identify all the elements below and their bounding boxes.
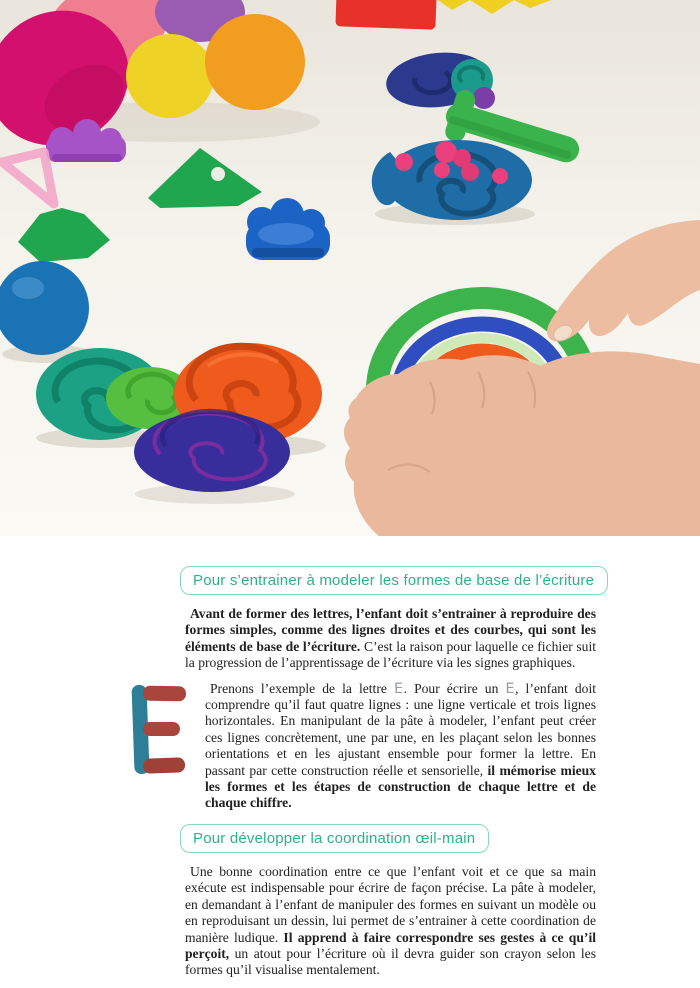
section-heading-coordination — [180, 824, 489, 853]
lower-hand-forearm — [344, 351, 700, 536]
letter-e-block — [205, 681, 596, 812]
text-content — [0, 536, 700, 979]
playdough-red-block — [335, 0, 436, 30]
section-heading-label: Pour s’entrainer à modeler les formes de base de l’écriture — [193, 572, 595, 589]
paragraph-letter-e: Prenons l’exemple de la lettre E. Pour écrire un E, l’enfant doit comprendre qu’il faut quatre lignes : une ligne verticale et trois lignes horizontales. En manipulant de la pâte à modeler, l’enfant peut créer ces lignes concrètement, une par une, en les plaçant selon les bonnes orientations et en les ajustant ensemble pour former la lettre. En passant par cette construction réelle et sensorielle, il mémorise mieux les formes et les étapes de construction de chaque lettre et de chaque chiffre. — [205, 680, 596, 811]
section-heading-modeler — [180, 566, 608, 595]
paragraph-intro: Avant de former des lettres, l’enfant doit s’entrainer à reproduire des formes simples, comme des lignes droites et des courbes, qui sont les éléments de base de l’écriture. C’est la raison pour laquelle ce fichier suit la progression de l’apprentissage de l’écriture via les signes graphiques. — [185, 606, 596, 671]
playdough-letter-e-image — [125, 682, 189, 777]
section-heading-label: Pour développer la coordination œil-main — [193, 829, 476, 847]
paragraph-coordination: Une bonne coordination entre ce que l’enfant voit et ce que sa main exécute est indispensable pour écrire de façon précise. La pâte à modeler, en demandant à l’enfant de manipuler des formes en suivant un modèle ou en reproduisant un dessin, lui permet de s’entrainer à cette coordination de manière ludique. Il apprend à faire correspondre ses gestes à ce qu’il perçoit, un atout pour l’écriture où il devra guider son crayon selon les formes qu’il visualise mentalement. — [185, 863, 597, 978]
